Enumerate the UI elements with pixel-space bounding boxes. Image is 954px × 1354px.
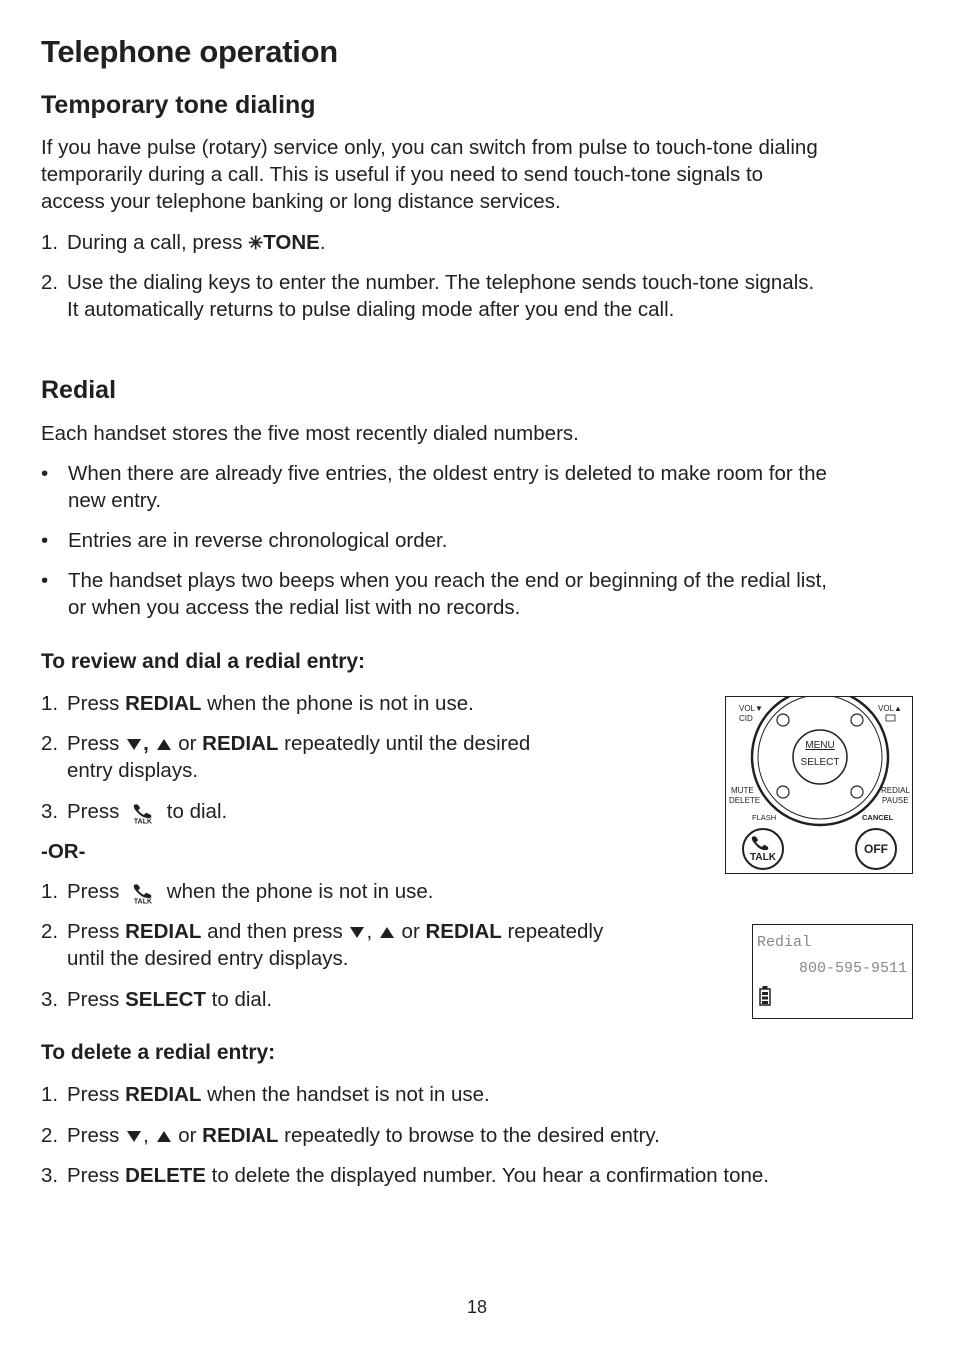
down-arrow-icon <box>350 927 364 938</box>
menu-label: MENU <box>805 740 835 751</box>
section-heading-tone: Temporary tone dialing <box>41 91 316 119</box>
subheading-review: To review and dial a redial entry: <box>41 650 366 673</box>
page-title: Telephone operation <box>41 34 338 69</box>
vol-down-key <box>777 714 789 726</box>
vol-up-label: VOL▲ <box>878 704 902 713</box>
delete-step-3: 3. Press DELETE to delete the displayed number. You hear a confirmation tone. <box>41 1164 769 1187</box>
up-arrow-icon <box>157 1131 171 1142</box>
cid-label: CID <box>739 714 753 723</box>
talk-icon <box>131 882 155 904</box>
lcd-redial-label: Redial <box>757 934 812 951</box>
review-step-2: 2. Press , or REDIAL repeatedly until the desired entry displays. <box>41 732 531 782</box>
tone-step-2: 2. Use the dialing keys to enter the number. The telephone sends touch-tone signals. It automatically returns to pulse dialing mode after you end the call. <box>41 271 815 321</box>
svg-text:TALK: TALK <box>134 898 153 904</box>
mute-label: MUTE <box>731 786 754 795</box>
redial-bullet-1: • When there are already five entries, the oldest entry is deleted to make room for the new entry. <box>41 462 827 512</box>
tone-intro: If you have pulse (rotary) service only, you can switch from pulse to touch-tone dialing temporarily during a call. This is useful if you need to send touch-tone signals to access your telephone banking or long distance services. <box>41 136 818 213</box>
delete-label: DELETE <box>729 796 761 805</box>
vol-down-label: VOL▼ <box>739 704 763 713</box>
pause-label: PAUSE <box>882 796 909 805</box>
up-arrow-icon <box>157 739 171 750</box>
mute-key <box>777 786 789 798</box>
battery-icon <box>760 986 770 1005</box>
review-alt-step-2: 2. Press REDIAL and then press , or REDIAL repeatedly until the desired entry displays. <box>41 920 604 970</box>
section-heading-redial: Redial <box>41 376 117 404</box>
redial-intro: Each handset stores the five most recently dialed numbers. <box>41 422 579 445</box>
page-number: 18 <box>466 1297 488 1317</box>
review-step-3: 3. Press TALK to dial. <box>41 800 228 824</box>
down-arrow-icon <box>127 1131 141 1142</box>
flash-label: FLASH <box>752 813 777 822</box>
handset-keypad-illustration <box>725 696 913 874</box>
tone-key-symbol: ✳ <box>248 233 264 253</box>
svg-text:TALK: TALK <box>134 818 153 824</box>
talk-label: TALK <box>750 852 776 863</box>
up-arrow-icon <box>380 927 394 938</box>
redial-key <box>851 786 863 798</box>
tone-step-1: 1. During a call, press ✳TONE. <box>41 231 326 254</box>
review-alt-step-1: 1. Press TALK when the phone is not in use. <box>41 880 434 904</box>
envelope-icon <box>886 715 895 721</box>
redial-bullet-2: • Entries are in reverse chronological order. <box>41 529 448 552</box>
talk-phone-icon <box>752 836 769 850</box>
off-label: OFF <box>864 842 888 856</box>
cancel-label: CANCEL <box>862 813 894 822</box>
review-alt-step-3: 3. Press SELECT to dial. <box>41 988 273 1011</box>
delete-step-2: 2. Press , or REDIAL repeatedly to browse to the desired entry. <box>41 1124 660 1147</box>
review-step-1: 1. Press REDIAL when the phone is not in use. <box>41 692 474 715</box>
handset-lcd-illustration <box>752 924 913 1019</box>
talk-icon <box>131 802 155 824</box>
delete-step-1: 1. Press REDIAL when the handset is not in use. <box>41 1083 490 1106</box>
or-divider: -OR- <box>41 840 86 863</box>
select-label: SELECT <box>800 757 840 768</box>
vol-up-key <box>851 714 863 726</box>
redial-label: REDIAL <box>881 786 910 795</box>
subheading-delete: To delete a redial entry: <box>41 1041 276 1064</box>
redial-bullet-3: • The handset plays two beeps when you reach the end or beginning of the redial list, or when you access the redial list with no records. <box>41 569 827 619</box>
down-arrow-icon <box>127 739 141 750</box>
lcd-phone-number: 800-595-9511 <box>798 960 907 977</box>
